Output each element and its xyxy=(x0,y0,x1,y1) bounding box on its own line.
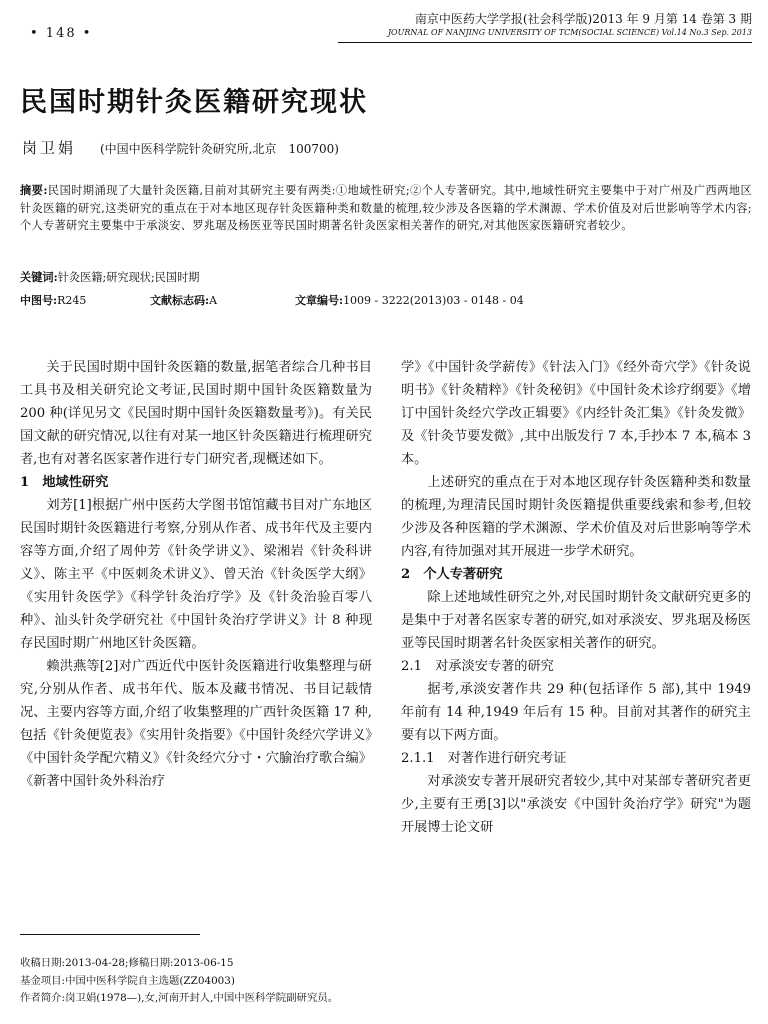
footnotes xyxy=(20,955,338,1008)
body-column-left xyxy=(20,356,372,793)
page-number: • 148 • xyxy=(30,26,93,41)
subsubsection-heading: 2.1.1 对著作进行研究考证 xyxy=(401,751,567,766)
fund-info: 基金项目:中国中医科学院自主选题(ZZ04003) xyxy=(20,974,235,987)
article-number: 文章编号:1009 - 3222(2013)03 - 0148 - 04 xyxy=(295,294,524,307)
article-meta xyxy=(20,292,524,308)
received-dates: 收稿日期:2013-04-28;修稿日期:2013-06-15 xyxy=(20,957,234,969)
author-name: 岗卫娟 xyxy=(22,139,77,157)
abstract-text: 民国时期涌现了大量针灸医籍,目前对其研究主要有两类:①地域性研究;②个人专著研究。其中,地域性研究主要集中于对广州及广西两地区针灸医籍的研究,这类研究的重点在于对本地区现存针灸医籍种类和数量的梳理,较少涉及各医籍的学术渊源、学术价值及对后世影响等学术内容;个人专著研究主要集中于承淡安、罗兆琚及杨医亚等民国时期著名针灸医家相关著作的研究,对其他医家医籍研究者较少。 xyxy=(20,184,752,232)
paragraph: 除上述地域性研究之外,对民国时期针灸文献研究更多的是集中于对著名医家专著的研究,如对承淡安、罗兆琚及杨医亚等民国时期著名针灸医家相关著作的研究。 xyxy=(401,590,751,651)
clc-number: 中图号:R245 xyxy=(20,294,87,307)
keywords xyxy=(20,269,200,285)
document-code: 文献标志码:A xyxy=(150,294,218,307)
body-column-right xyxy=(401,356,751,839)
header-rule xyxy=(338,42,752,43)
author-bio: 作者简介:岗卫娟(1978—),女,河南开封人,中国中医科学院副研究员。 xyxy=(20,992,339,1004)
paragraph: 赖洪燕等[2]对广西近代中医针灸医籍进行收集整理与研究,分别从作者、成书年代、版本及藏书情况、书目记载情况、主要内容等方面,介绍了收集整理的广西针灸医籍 17 种,包括《针灸便览表》《实用针灸指要》《中国针灸经穴学讲义》《中国针灸学配穴精义》《针灸经穴分寸・穴腧治疗歌合编》《新著中国针灸外科治疗 xyxy=(20,659,372,789)
paragraph: 关于民国时期中国针灸医籍的数量,据笔者综合几种书目工具书及相关研究论文考证,民国时期中国针灸医籍数量为 200 种(详见另文《民国时期中国针灸医籍数量考》)。有关民国文献的研究情况,以往有对某一地区针灸医籍进行梳理研究者,也有对著名医家著作进行专门研究者,现概述如下。 xyxy=(20,360,372,467)
journal-title-cn: 南京中医药大学学报(社会科学版)2013 年 9 月第 14 卷第 3 期 xyxy=(414,12,752,26)
footnote-rule xyxy=(20,934,200,935)
paragraph: 上述研究的重点在于对本地区现存针灸医籍种类和数量的梳理,为理清民国时期针灸医籍提供重要线索和参考,但较少涉及各种医籍的学术渊源、学术价值及对后世影响等学术内容,有待加强对其开展进一步学术研究。 xyxy=(401,475,751,559)
paragraph: 据考,承淡安著作共 29 种(包括译作 5 部),其中 1949 年前有 14 种,1949 年后有 15 种。目前对其著作的研究主要有以下两方面。 xyxy=(401,682,751,743)
paper-title: 民国时期针灸医籍研究现状 xyxy=(20,87,368,118)
author-affiliation: (中国中医科学院针灸研究所,北京 100700) xyxy=(100,142,339,156)
abstract-label: 摘要: xyxy=(20,183,48,197)
journal-title-en: JOURNAL OF NANJING UNIVERSITY OF TCM(SOCIAL SCIENCE) Vol.14 No.3 Sep. 2013 xyxy=(387,28,752,37)
abstract xyxy=(20,182,752,235)
subsection-heading: 2.1 对承淡安专著的研究 xyxy=(401,659,554,674)
paragraph: 学》《中国针灸学薪传》《针法入门》《经外奇穴学》《针灸说明书》《针灸精粹》《针灸秘钥》《中国针灸术诊疗纲要》《增订中国针灸经穴学改正辑要》《内经针灸汇集》《针灸发微》及《针灸节要发微》,其中出版发行 7 本,手抄本 7 本,稿本 3 本。 xyxy=(401,360,751,467)
keywords-text: 针灸医籍;研究现状;民国时期 xyxy=(57,271,200,284)
section-heading: 1 地域性研究 xyxy=(20,475,109,490)
paragraph: 对承淡安专著开展研究者较少,其中对某部专著研究者更少,主要有王勇[3]以"承淡安《中国针灸治疗学》研究"为题开展博士论文研 xyxy=(401,774,751,835)
section-heading: 2 个人专著研究 xyxy=(401,567,503,582)
keywords-label: 关键词: xyxy=(20,270,58,284)
paragraph: 刘芳[1]根据广州中医药大学图书馆馆藏书目对广东地区民国时期针灸医籍进行考察,分别从作者、成书年代及主要内容等方面,介绍了周仲芳《针灸学讲义》、梁湘岩《针灸科讲义》、陈主平《中医刺灸术讲义》、曾天治《针灸医学大纲》《实用针灸医学》《科学针灸治疗学》及《针灸治验百零八种》、汕头针灸学研究社《中国针灸治疗学讲义》计 8 种现存民国时期广州地区针灸医籍。 xyxy=(20,498,372,651)
